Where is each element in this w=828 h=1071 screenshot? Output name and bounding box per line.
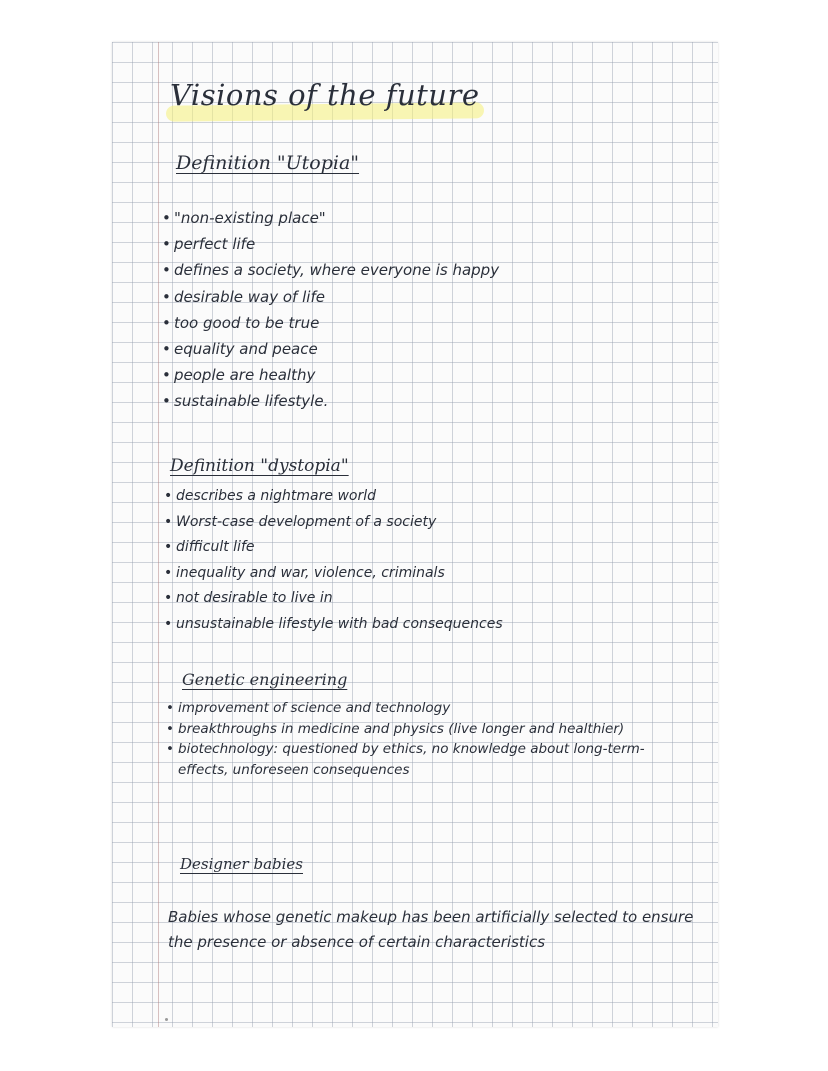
list-item: • too good to be true <box>162 310 682 336</box>
list-item: • "non-existing place" <box>162 205 682 231</box>
bullet-icon: • <box>162 209 171 227</box>
bullet-icon: • <box>164 564 173 581</box>
bullet-icon: • <box>162 287 171 306</box>
list-item: • improvement of science and technology <box>166 698 678 719</box>
heading-utopia: Definition "Utopia" <box>176 152 360 174</box>
list-item: • sustainable lifestyle. <box>162 388 682 414</box>
list-item: • not desirable to live in <box>164 586 684 612</box>
bullet-icon: • <box>162 261 171 280</box>
list-item: • defines a society, where everyone is happy <box>162 257 682 283</box>
list-utopia <box>162 205 682 415</box>
page-title: Visions of the future <box>170 78 480 112</box>
bullet-icon: • <box>164 590 173 607</box>
list-item: • describes a nightmare world <box>164 484 684 510</box>
heading-dystopia: Definition "dystopia" <box>170 456 349 476</box>
bullet-icon: • <box>162 366 171 385</box>
bullet-icon: • <box>162 340 171 359</box>
page-mark <box>165 1018 168 1021</box>
bullet-icon: • <box>164 513 173 530</box>
bullet-icon: • <box>162 313 171 332</box>
list-item: • difficult life <box>164 535 684 561</box>
margin-line <box>158 42 159 1027</box>
list-item: • biotechnology: questioned by ethics, no knowledge about long-term-effects, unforeseen consequences <box>166 741 645 778</box>
bullet-icon: • <box>164 488 173 504</box>
list-item: • breakthroughs in medicine and physics (live longer and healthier) <box>166 719 678 740</box>
heading-genetic-engineering: Genetic engineering <box>182 670 348 689</box>
designer-babies-definition: Babies whose genetic makeup has been artificially selected to ensure the presence or absence of certain characteristics <box>168 908 694 951</box>
list-item: • desirable way of life <box>162 284 682 310</box>
list-item: • unsustainable lifestyle with bad consequences <box>164 612 684 638</box>
list-genetic-engineering <box>166 698 678 780</box>
list-dystopia <box>164 484 684 638</box>
bullet-icon: • <box>166 741 174 757</box>
list-item: • equality and peace <box>162 336 682 362</box>
list-item: • inequality and war, violence, criminals <box>164 561 684 587</box>
bullet-icon: • <box>164 539 173 556</box>
bullet-icon: • <box>162 235 171 254</box>
bullet-icon: • <box>166 720 174 737</box>
bullet-icon: • <box>166 700 174 716</box>
heading-designer-babies: Designer babies <box>180 855 303 873</box>
list-item: • perfect life <box>162 231 682 257</box>
list-item: • Worst-case development of a society <box>164 510 684 536</box>
list-item: • people are healthy <box>162 362 682 388</box>
bullet-icon: • <box>164 615 173 632</box>
bullet-icon: • <box>162 392 171 411</box>
